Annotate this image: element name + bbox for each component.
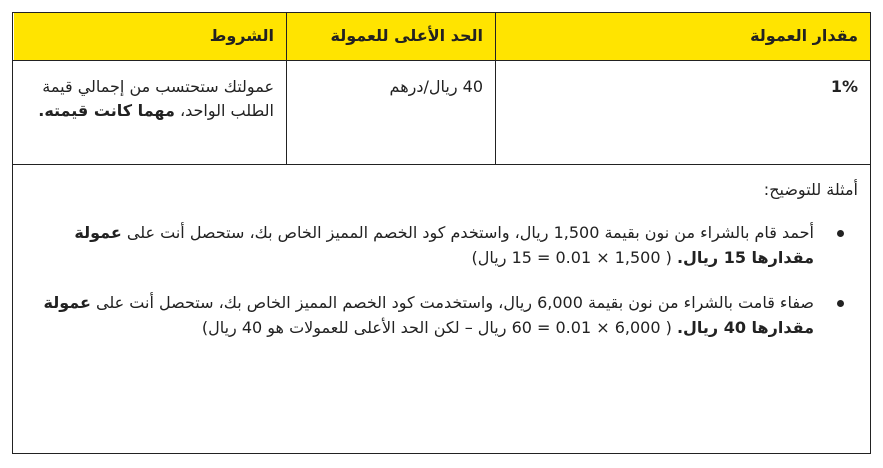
examples-list: [33, 220, 858, 340]
example-text: صفاء قامت بالشراء من نون بقيمة 6,000 ريال، واستخدمت كود الخصم المميز الخاص بك، ستحصل أنت على: [90, 293, 814, 312]
header-max-commission: الحد الأعلى للعمولة: [287, 13, 496, 61]
conditions-text: عمولتك ستحتسب من إجمالي قيمة الطلب الواحد،: [42, 77, 274, 120]
cell-max-commission: 40 ريال/درهم: [287, 61, 496, 164]
cell-conditions: [14, 61, 287, 164]
example-calculation: ( 6,000 × 0.01 = 60 ريال – لكن الحد الأعلى للعمولات هو 40 ريال): [201, 318, 677, 337]
commission-table: [12, 12, 871, 454]
example-item: [33, 290, 814, 340]
examples-section: [13, 165, 870, 453]
conditions-bold-text: مهما كانت قيمته.: [38, 101, 175, 120]
example-calculation: ( 1,500 × 0.01 = 15 ريال): [471, 248, 677, 267]
examples-title: أمثلة للتوضيح:: [763, 180, 858, 199]
header-conditions: الشروط: [14, 13, 287, 61]
cell-commission-rate: 1%: [830, 77, 858, 96]
example-item: [33, 220, 814, 270]
example-bold-text: عمولة مقدارها 40 ريال.: [43, 293, 814, 337]
example-text: أحمد قام بالشراء من نون بقيمة 1,500 ريال، واستخدم كود الخصم المميز الخاص بك، ستحصل أنت على: [121, 223, 814, 242]
header-commission-rate: مقدار العمولة: [496, 13, 870, 61]
example-bold-text: عمولة مقدارها 15 ريال.: [74, 223, 814, 267]
